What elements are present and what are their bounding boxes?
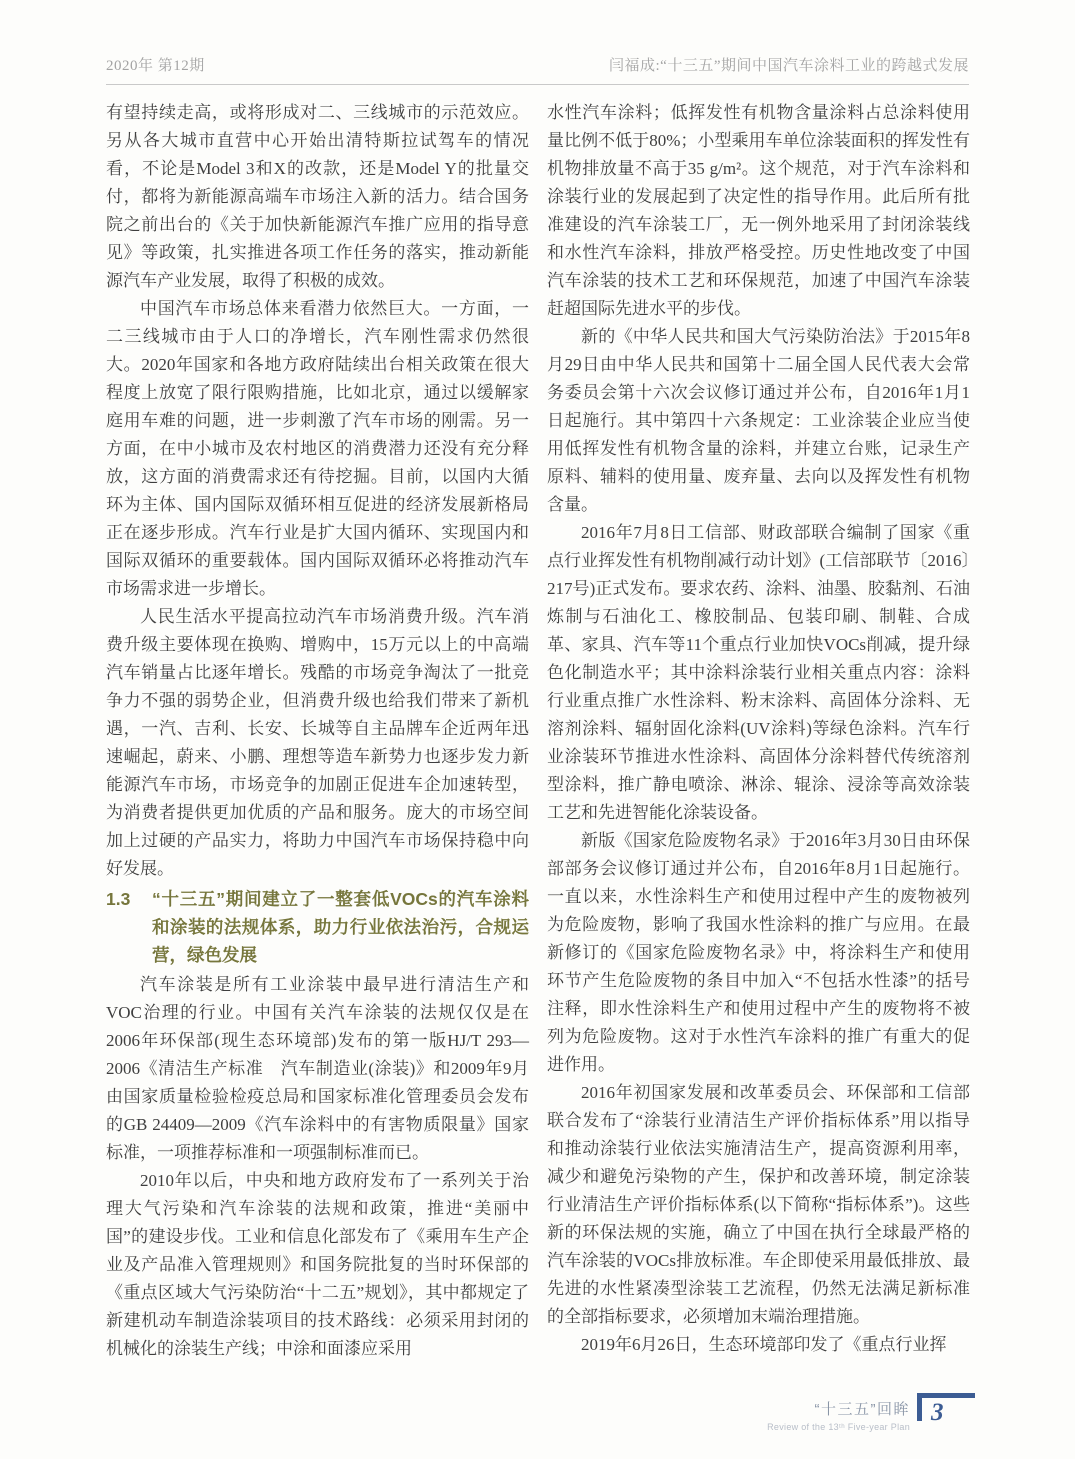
paragraph: 2016年初国家发展和改革委员会、环保部和工信部联合发布了“涂装行业清洁生产评价指标体系”用以指导和推动涂装行业依法实施清洁生产，提高资源利用率，减少和避免污染物的产生，保护和改善环境，制定涂装行业清洁生产评价指标体系(以下简称“指标体系”)。这些新的环保法规的实施，确立了中国在执行全球最严格的汽车涂装的VOCs排放标准。车企即使采用最低排放、最先进的水性紧凑型涂装工艺流程，仍然无法满足新标准的全部指标要求，必须增加末端治理措施。 <box>547 1083 970 1326</box>
header-issue: 2020年 第12期 <box>106 58 205 74</box>
section-heading-1-3 <box>106 885 529 969</box>
section-title: “十三五”期间建立了一整套低VOCs的汽车涂料和涂装的法规体系，助力行业依法治污，合规运营，绿色发展 <box>152 889 529 965</box>
footer-title-cn: “十三五”回眸 <box>814 1401 910 1418</box>
paragraph: 2010年以后，中央和地方政府发布了一系列关于治理大气污染和汽车涂装的法规和政策，推进“美丽中国”的建设步伐。工业和信息化部发布了《乘用车生产企业及产品准入管理规则》和国务院批复的当时环保部的《重点区域大气污染防治“十二五”规划》，其中都规定了新建机动车制造涂装项目的技术路线：必须采用封闭的机械化的涂装生产线；中涂和面漆应采用 <box>106 1171 529 1358</box>
page-header <box>106 54 969 85</box>
page-number-box <box>917 1393 975 1435</box>
right-column <box>547 99 970 1363</box>
paragraph: 有望持续走高，或将形成对二、三线城市的示范效应。另从各大城市直营中心开始出清特斯拉试驾车的情况看，不论是Model 3和X的改款，还是Model Y的批量交付，都将为新能源高端车市场注入新的活力。结合国务院之前出台的《关于加快新能源汽车推广应用的指导意见》等政策，扎实推进各项工作任务的落实，推动新能源汽车产业发展，取得了积极的成效。 <box>106 103 529 290</box>
paragraph: 水性汽车涂料；低挥发性有机物含量涂料占总涂料使用量比例不低于80%；小型乘用车单位涂装面积的挥发性有机物排放量不高于35 g/m²。这个规范，对于汽车涂料和涂装行业的发展起到了决定性的指导作用。此后所有批准建设的汽车涂装工厂，无一例外地采用了封闭涂装线和水性汽车涂料，排放严格受控。历史性地改变了中国汽车涂装的技术工艺和环保规范，加速了中国汽车涂装赶超国际先进水平的步伐。 <box>547 103 970 318</box>
footer-title-en: Review of the 13ᵗʰ Five-year Plan <box>767 1422 910 1432</box>
page-content <box>106 99 969 1363</box>
paragraph: 2019年6月26日，生态环境部印发了《重点行业挥 <box>581 1335 947 1354</box>
page-footer <box>767 1393 975 1435</box>
section-number: 1.3 <box>106 889 131 909</box>
left-column <box>106 99 529 1363</box>
paragraph: 中国汽车市场总体来看潜力依然巨大。一方面，一二三线城市由于人口的净增长，汽车刚性需求仍然很大。2020年国家和各地方政府陆续出台相关政策在很大程度上放宽了限行限购措施，比如北京，通过以缓解家庭用车难的问题，进一步刺激了汽车市场的刚需。另一方面，在中小城市及农村地区的消费潜力还没有充分释放，这方面的消费需求还有待挖掘。目前，以国内大循环为主体、国内国际双循环相互促进的经济发展新格局正在逐步形成。汽车行业是扩大国内循环、实现国内和国际双循环的重要载体。国内国际双循环必将推动汽车市场需求进一步增长。 <box>106 299 529 598</box>
paragraph: 2016年7月8日工信部、财政部联合编制了国家《重点行业挥发性有机物削减行动计划》(工信部联节〔2016〕217号)正式发布。要求农药、涂料、油墨、胶黏剂、石油炼制与石油化工、橡胶制品、包装印刷、制鞋、合成革、家具、汽车等11个重点行业加快VOCs削减，提升绿色化制造水平；其中涂料涂装行业相关重点内容：涂料行业重点推广水性涂料、粉末涂料、高固体分涂料、无溶剂涂料、辐射固化涂料(UV涂料)等绿色涂料。汽车行业涂装环节推进水性涂料、高固体分涂料替代传统溶剂型涂料，推广静电喷涂、淋涂、辊涂、浸涂等高效涂装工艺和先进智能化涂装设备。 <box>547 523 970 822</box>
paragraph: 新版《国家危险废物名录》于2016年3月30日由环保部部务会议修订通过并公布，自2016年8月1日起施行。一直以来，水性涂料生产和使用过程中产生的废物被列为危险废物，影响了我国水性涂料的推广与应用。在最新修订的《国家危险废物名录》中，将涂料生产和使用环节产生危险废物的条目中加入“不包括水性漆”的括号注释，即水性涂料生产和使用过程中产生的废物将不被列为危险废物。这对于水性汽车涂料的推广有重大的促进作用。 <box>547 831 970 1074</box>
page-number: 3 <box>931 1399 944 1426</box>
paragraph: 人民生活水平提高拉动汽车市场消费升级。汽车消费升级主要体现在换购、增购中，15万元以上的中高端汽车销量占比逐年增长。残酷的市场竞争淘汰了一批竞争力不强的弱势企业，但消费升级也给我们带来了新机遇，一汽、吉利、长安、长城等自主品牌车企近两年迅速崛起，蔚来、小鹏、理想等造车新势力也逐步发力新能源汽车市场，市场竞争的加剧正促进车企加速转型，为消费者提供更加优质的产品和服务。庞大的市场空间加上过硬的产品实力，将助力中国汽车市场保持稳中向好发展。 <box>106 607 529 878</box>
footer-titles <box>767 1393 910 1432</box>
page-number-left-bar <box>917 1393 922 1421</box>
page-number-top-bar <box>917 1393 975 1398</box>
paragraph: 新的《中华人民共和国大气污染防治法》于2015年8月29日由中华人民共和国第十二届全国人民代表大会常务委员会第十六次会议修订通过并公布，自2016年1月1日起施行。其中第四十六条规定：工业涂装企业应当使用低挥发性有机物含量的涂料，并建立台账，记录生产原料、辅料的使用量、废弃量、去向以及挥发性有机物含量。 <box>547 327 970 514</box>
paragraph: 汽车涂装是所有工业涂装中最早进行清洁生产和VOC治理的行业。中国有关汽车涂装的法规仅仅是在2006年环保部(现生态环境部)发布的第一版HJ/T 293—2006《清洁生产标准 汽车制造业(涂装)》和2009年9月由国家质量检验检疫总局和国家标准化管理委员会发布的GB 24409—2009《汽车涂料中的有害物质限量》国家标准，一项推荐标准和一项强制标准而已。 <box>106 975 529 1162</box>
header-running-title: 闫福成:“十三五”期间中国汽车涂料工业的跨越式发展 <box>609 58 969 74</box>
